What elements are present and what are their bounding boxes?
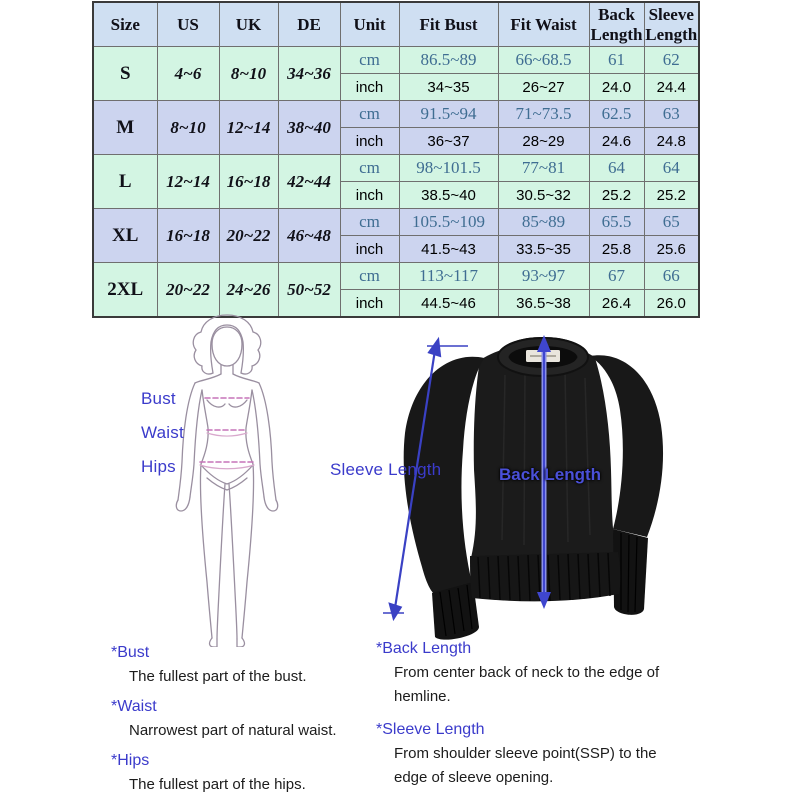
fit-waist-inch-cell: 33.5~35 <box>498 236 589 263</box>
unit-cm-cell: cm <box>340 209 399 236</box>
de-size-cell: 34~36 <box>278 47 340 101</box>
sleeve-length-cm-cell: 62 <box>644 47 699 74</box>
unit-cm-cell: cm <box>340 47 399 74</box>
column-header: US <box>157 2 219 47</box>
back-length-label: Back Length <box>499 465 602 484</box>
us-size-cell: 16~18 <box>157 209 219 263</box>
sleeve-length-inch-cell: 26.0 <box>644 290 699 318</box>
us-size-cell: 12~14 <box>157 155 219 209</box>
body-figure-illustration <box>155 312 300 647</box>
unit-cm-cell: cm <box>340 101 399 128</box>
fit-waist-cm-cell: 77~81 <box>498 155 589 182</box>
sleeve-length-inch-cell: 24.4 <box>644 74 699 101</box>
definition-item <box>376 721 694 790</box>
size-cell: S <box>93 47 157 101</box>
fit-waist-cm-cell: 66~68.5 <box>498 47 589 74</box>
sleeve-length-cm-cell: 65 <box>644 209 699 236</box>
definition-term: *Hips <box>111 752 150 769</box>
sleeve-length-inch-cell: 24.8 <box>644 128 699 155</box>
definition-term: *Back Length <box>376 640 472 657</box>
fit-bust-cm-cell: 105.5~109 <box>399 209 498 236</box>
fit-bust-cm-cell: 86.5~89 <box>399 47 498 74</box>
back-length-inch-cell: 26.4 <box>589 290 644 318</box>
size-row-cm <box>93 263 699 290</box>
column-header: Unit <box>340 2 399 47</box>
size-cell: XL <box>93 209 157 263</box>
fit-waist-cm-cell: 85~89 <box>498 209 589 236</box>
unit-inch-cell: inch <box>340 74 399 101</box>
sweater-shape <box>404 338 663 640</box>
definitions-right-column <box>376 640 694 800</box>
fit-bust-inch-cell: 44.5~46 <box>399 290 498 318</box>
definition-desc: Narrowest part of natural waist. <box>129 722 337 739</box>
back-length-cm-cell: 61 <box>589 47 644 74</box>
definition-desc: From center back of neck to the edge of hemline. <box>394 664 660 705</box>
uk-size-cell: 12~14 <box>219 101 278 155</box>
size-cell: L <box>93 155 157 209</box>
size-row-cm <box>93 47 699 74</box>
unit-inch-cell: inch <box>340 290 399 318</box>
sleeve-length-inch-cell: 25.6 <box>644 236 699 263</box>
sleeve-length-cm-cell: 63 <box>644 101 699 128</box>
column-header: Sleeve Length <box>644 2 699 47</box>
de-size-cell: 50~52 <box>278 263 340 318</box>
fit-bust-inch-cell: 36~37 <box>399 128 498 155</box>
uk-size-cell: 24~26 <box>219 263 278 318</box>
fit-bust-cm-cell: 91.5~94 <box>399 101 498 128</box>
size-table-container <box>92 1 700 318</box>
waist-label: Waist <box>141 423 184 442</box>
column-header: Fit Waist <box>498 2 589 47</box>
us-size-cell: 20~22 <box>157 263 219 318</box>
size-chart-table <box>92 1 700 318</box>
unit-cm-cell: cm <box>340 155 399 182</box>
column-header: DE <box>278 2 340 47</box>
sleeve-length-inch-cell: 25.2 <box>644 182 699 209</box>
column-header: Back Length <box>589 2 644 47</box>
de-size-cell: 42~44 <box>278 155 340 209</box>
column-header: Fit Bust <box>399 2 498 47</box>
de-size-cell: 38~40 <box>278 101 340 155</box>
us-size-cell: 8~10 <box>157 101 219 155</box>
sweater-illustration <box>380 330 683 645</box>
size-cell: 2XL <box>93 263 157 318</box>
fit-bust-inch-cell: 41.5~43 <box>399 236 498 263</box>
fit-waist-inch-cell: 26~27 <box>498 74 589 101</box>
measure-lines <box>200 398 254 469</box>
us-size-cell: 4~6 <box>157 47 219 101</box>
sleeve-length-label: Sleeve Length <box>330 460 442 479</box>
unit-inch-cell: inch <box>340 182 399 209</box>
definition-desc: The fullest part of the bust. <box>129 668 307 685</box>
uk-size-cell: 20~22 <box>219 209 278 263</box>
fit-waist-inch-cell: 28~29 <box>498 128 589 155</box>
definition-desc: The fullest part of the hips. <box>129 776 306 793</box>
back-length-inch-cell: 25.2 <box>589 182 644 209</box>
fit-waist-inch-cell: 36.5~38 <box>498 290 589 318</box>
table-header-row <box>93 2 699 47</box>
back-length-inch-cell: 24.6 <box>589 128 644 155</box>
unit-cm-cell: cm <box>340 263 399 290</box>
sleeve-length-cm-cell: 64 <box>644 155 699 182</box>
back-length-cm-cell: 64 <box>589 155 644 182</box>
size-row-cm <box>93 155 699 182</box>
fit-bust-cm-cell: 98~101.5 <box>399 155 498 182</box>
fit-waist-cm-cell: 71~73.5 <box>498 101 589 128</box>
table-body <box>93 47 699 318</box>
fit-waist-inch-cell: 30.5~32 <box>498 182 589 209</box>
sleeve-length-cm-cell: 66 <box>644 263 699 290</box>
definition-item <box>376 640 694 709</box>
column-header: UK <box>219 2 278 47</box>
fit-bust-inch-cell: 34~35 <box>399 74 498 101</box>
unit-inch-cell: inch <box>340 236 399 263</box>
de-size-cell: 46~48 <box>278 209 340 263</box>
size-row-cm <box>93 209 699 236</box>
body-outline <box>176 315 277 647</box>
hips-label: Hips <box>141 457 176 476</box>
definition-item <box>111 752 396 797</box>
definition-term: *Sleeve Length <box>376 721 485 738</box>
fit-bust-inch-cell: 38.5~40 <box>399 182 498 209</box>
definition-desc: From shoulder sleeve point(SSP) to the edge of sleeve opening. <box>394 745 657 786</box>
size-cell: M <box>93 101 157 155</box>
uk-size-cell: 16~18 <box>219 155 278 209</box>
back-length-inch-cell: 25.8 <box>589 236 644 263</box>
uk-size-cell: 8~10 <box>219 47 278 101</box>
definitions-left-column <box>111 644 396 800</box>
fit-bust-cm-cell: 113~117 <box>399 263 498 290</box>
back-length-inch-cell: 24.0 <box>589 74 644 101</box>
back-length-cm-cell: 65.5 <box>589 209 644 236</box>
definition-item <box>111 644 396 689</box>
size-row-cm <box>93 101 699 128</box>
unit-inch-cell: inch <box>340 128 399 155</box>
back-length-cm-cell: 67 <box>589 263 644 290</box>
back-length-cm-cell: 62.5 <box>589 101 644 128</box>
definition-term: *Waist <box>111 698 157 715</box>
fit-waist-cm-cell: 93~97 <box>498 263 589 290</box>
definition-term: *Bust <box>111 644 150 661</box>
definition-item <box>111 698 396 743</box>
column-header: Size <box>93 2 157 47</box>
bust-label: Bust <box>141 389 176 408</box>
